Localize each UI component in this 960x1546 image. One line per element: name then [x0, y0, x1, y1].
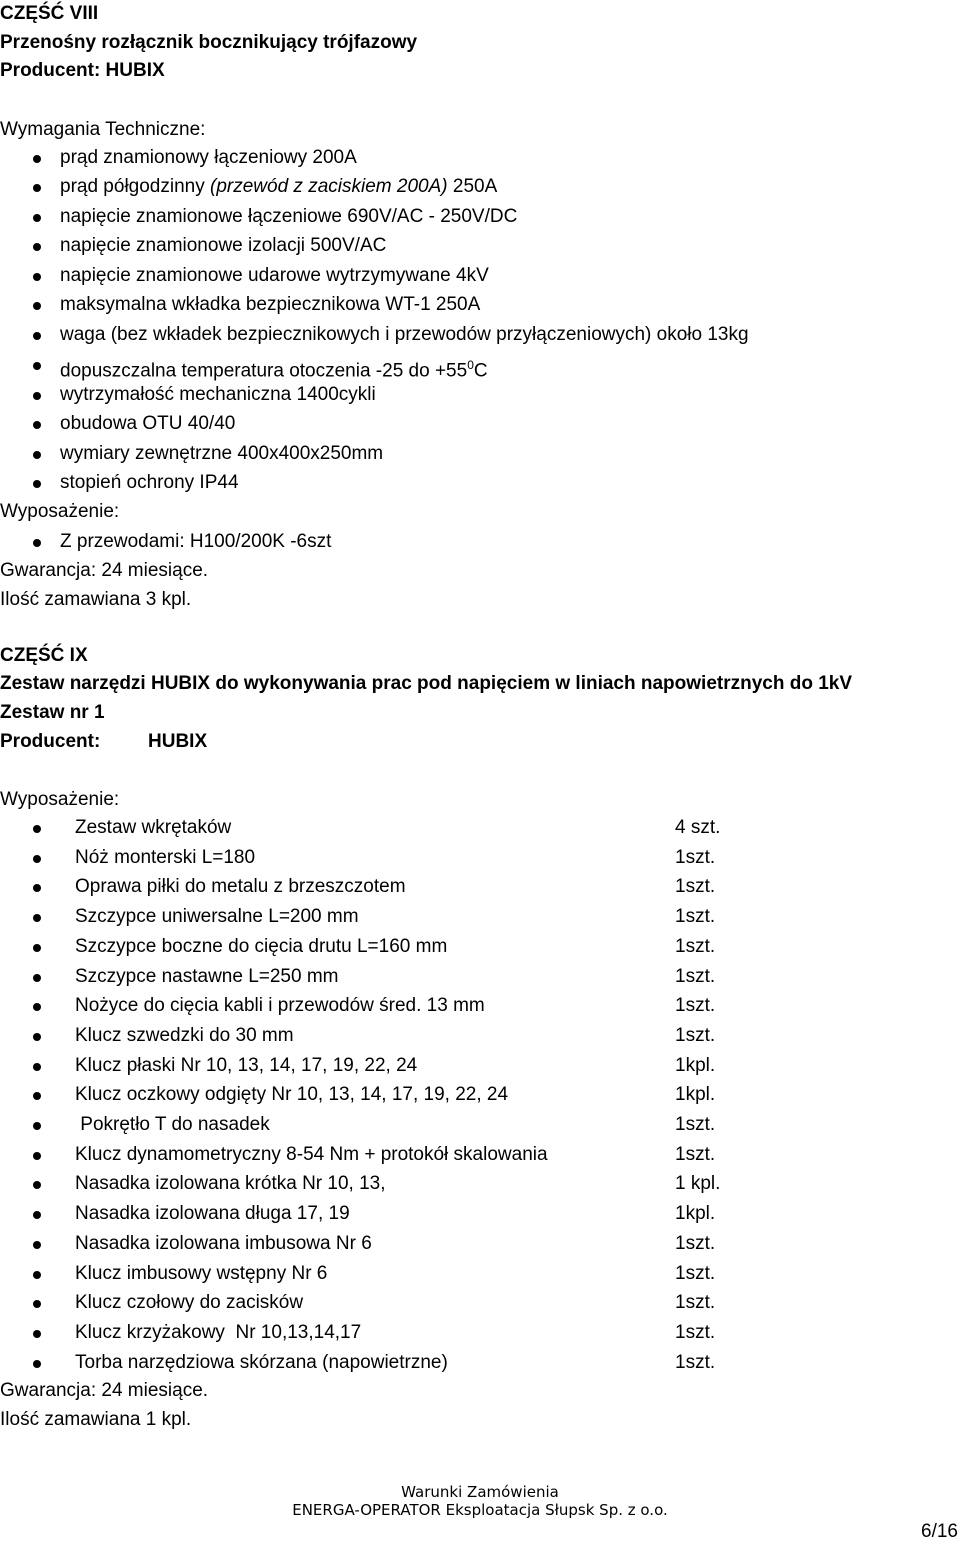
item-name: Nasadka izolowana długa 17, 19	[75, 1203, 350, 1224]
item-name: Oprawa piłki do metalu z brzeszczotem	[75, 876, 406, 897]
part8-equipment-heading: Wyposażenie:	[0, 501, 120, 522]
bullet-icon	[33, 855, 41, 863]
item-quantity: 1szt.	[675, 1114, 716, 1135]
item-quantity: 1szt.	[675, 1292, 716, 1313]
bullet-icon	[33, 1063, 41, 1071]
bullet-icon	[33, 184, 41, 192]
bullet-icon	[33, 1360, 41, 1368]
part9-set: Zestaw nr 1	[0, 702, 105, 723]
bullet-icon	[33, 1241, 41, 1249]
bullet-icon	[33, 451, 41, 459]
part9-warranty: Gwarancja: 24 miesiące.	[0, 1380, 209, 1401]
item-name: Klucz płaski Nr 10, 13, 14, 17, 19, 22, 24	[75, 1055, 418, 1076]
part8-quantity: Ilość zamawiana 3 kpl.	[0, 589, 192, 610]
bullet-icon	[33, 1271, 41, 1279]
item-quantity: 1szt.	[675, 995, 716, 1016]
item-name: Nóż monterski L=180	[75, 847, 256, 868]
bullet-icon	[33, 539, 41, 547]
part8-warranty: Gwarancja: 24 miesiące.	[0, 560, 209, 581]
bullet-icon	[33, 273, 41, 281]
item-quantity: 1szt.	[675, 1263, 716, 1284]
item-name: Szczypce uniwersalne L=200 mm	[75, 906, 359, 927]
bullet-icon	[33, 480, 41, 488]
bullet-icon	[33, 1330, 41, 1338]
bullet-icon	[33, 155, 41, 163]
bullet-icon	[33, 1003, 41, 1011]
item-name: Nasadka izolowana imbusowa Nr 6	[75, 1233, 372, 1254]
item-quantity: 1szt.	[675, 966, 716, 987]
item-quantity: 1szt.	[675, 1352, 716, 1373]
item-quantity: 1kpl.	[675, 1203, 716, 1224]
item-name: Klucz imbusowy wstępny Nr 6	[75, 1263, 328, 1284]
footer-company: ENERGA-OPERATOR Eksploatacja Słupsk Sp. z o.o.	[292, 1501, 668, 1519]
bullet-icon	[33, 421, 41, 429]
part8-requirements-heading: Wymagania Techniczne:	[0, 119, 206, 140]
part8-subtitle: Przenośny rozłącznik bocznikujący trójfazowy	[0, 32, 418, 53]
part9-producer: Producent: HUBIX	[0, 731, 208, 752]
bullet-icon	[33, 1300, 41, 1308]
bullet-icon	[33, 1092, 41, 1100]
item-name: Klucz szwedzki do 30 mm	[75, 1025, 294, 1046]
part8-producer: Producent: HUBIX	[0, 60, 165, 81]
item-name: Klucz czołowy do zacisków	[75, 1292, 304, 1313]
page-number: 6/16	[921, 1521, 958, 1542]
part9-quantity: Ilość zamawiana 1 kpl.	[0, 1409, 192, 1430]
item-quantity: 1szt.	[675, 906, 716, 927]
bullet-icon	[33, 944, 41, 952]
bullet-icon	[33, 243, 41, 251]
bullet-icon	[33, 1181, 41, 1189]
item-quantity: 1szt.	[675, 1322, 716, 1343]
item-quantity: 1szt.	[675, 936, 716, 957]
item-quantity: 1szt.	[675, 876, 716, 897]
item-name: Nożyce do cięcia kabli i przewodów śred. 13 mm	[75, 995, 485, 1016]
item-name: Szczypce boczne do cięcia drutu L=160 mm	[75, 936, 448, 957]
part9-subtitle: Zestaw narzędzi HUBIX do wykonywania prac pod napięciem w liniach napowietrznych do 1kV	[0, 673, 853, 694]
item-quantity: 4 szt.	[675, 817, 721, 838]
item-name: Nasadka izolowana krótka Nr 10, 13,	[75, 1173, 386, 1194]
item-name: Klucz dynamometryczny 8-54 Nm + protokół skalowania	[75, 1144, 548, 1165]
bullet-icon	[33, 1152, 41, 1160]
item-name: Zestaw wkrętaków	[75, 817, 232, 838]
footer-title: Warunki Zamówienia	[401, 1483, 559, 1501]
item-quantity: 1szt.	[675, 1144, 716, 1165]
item-quantity: 1szt.	[675, 1233, 716, 1254]
item-name: Klucz krzyżakowy Nr 10,13,14,17	[75, 1322, 362, 1343]
item-quantity: 1 kpl.	[675, 1173, 721, 1194]
part8-title: CZĘŚĆ VIII	[0, 3, 99, 24]
document-page: CZĘŚĆ VIII Przenośny rozłącznik bocznikujący trójfazowy Producent: HUBIX Wymagania Techniczne: prąd znamionowy łączeniowy 200A prąd półgodzinny (przewód z zaciskiem 200A) 250A napięcie znamionowe łączeniowe 690V/AC - 250V/DC napięcie znamionowe izolacji 500V/AC napięcie znamionowe udarowe wytrzymywane 4kV maksymalna wkładka bezpiecznikowa WT-1 250A waga (bez wkładek bezpiecznikowych i przewodów przyłączeniowych) około 13kg dopuszczalna temperatura otoczenia -25 do $+55^0C$ wytrzymałość mechaniczna 1400cykli obudowa OTU 40/40 wymiary zewnętrzne 400x400x250mm stopień ochrony IP44 Wyposażenie: Z przewodami: H100/200K -6szt Gwarancja: 24 miesiące. Ilość zamawiana 3 kpl. CZĘŚĆ IX Zestaw narzędzi HUBIX do wykonywania prac pod napięciem w liniach napowietrznych do 1kV Zestaw nr 1 Producent: HUBIX Wyposażenie: Zestaw wkrętaków 4 szt. Nóż monterski L=180 1szt. Oprawa piłki do metalu z brzeszczotem 1szt. Szczypce uniwersalne L=200 mm 1szt. Szczypce boczne do cięcia drutu L=160 mm 1szt. Szczypce nastawne L=250 mm 1szt. Nożyce do cięcia kabli i przewodów śred. 13 mm 1szt. Klucz szwedzki do 30 mm 1szt. Klucz płaski Nr 10, 13, 14, 17, 19, 22, 24 1kpl. Klucz oczkowy odgięty Nr 10, 13, 14, 17, 19, 22, 24 1kpl. Pokrętło T do nasadek 1szt. Klucz dynamometryczny 8-54 Nm + protokół skalowania 1szt. Nasadka izolowana krótka Nr 10, 13, 1 kpl. Nasadka izolowana długa 17, 19 1kpl. Nasadka izolowana imbusowa Nr 6 1szt. Klucz imbusowy wstępny Nr 6 1szt. Klucz czołowy do zacisków 1szt. Klucz krzyżakowy Nr 10,13,14,17 1szt. Torba narzędziowa skórzana (napowietrzne) 1szt. Gwarancja: 24 miesiące. Ilość zamawiana 1 kpl. Warunki Zamówienia ENERGA-OPERATOR Eksploatacja Słupsk Sp. z o.o. 6/16	[0, 3, 958, 1542]
bullet-icon	[33, 1122, 41, 1130]
item-quantity: 1kpl.	[675, 1084, 716, 1105]
bullet-icon	[33, 302, 41, 310]
bullet-icon	[33, 214, 41, 222]
bullet-icon	[33, 914, 41, 922]
part9-equipment-heading: Wyposażenie:	[0, 789, 120, 810]
bullet-icon	[33, 1033, 41, 1041]
item-name: Szczypce nastawne L=250 mm	[75, 966, 339, 987]
bullet-icon	[33, 1211, 41, 1219]
bullet-icon	[33, 974, 41, 982]
item-name: Torba narzędziowa skórzana (napowietrzne)	[75, 1352, 448, 1373]
item-name: Klucz oczkowy odgięty Nr 10, 13, 14, 17, 19, 22, 24	[75, 1084, 509, 1105]
bullet-icon	[33, 884, 41, 892]
item-quantity: 1szt.	[675, 1025, 716, 1046]
bullet-icon	[33, 825, 41, 833]
item-name: Pokrętło T do nasadek	[75, 1114, 270, 1135]
part9-title: CZĘŚĆ IX	[0, 645, 88, 666]
bullet-icon	[33, 332, 41, 340]
bullet-icon	[33, 362, 41, 370]
bullet-icon	[33, 392, 41, 400]
item-quantity: 1kpl.	[675, 1055, 716, 1076]
item-quantity: 1szt.	[675, 847, 716, 868]
